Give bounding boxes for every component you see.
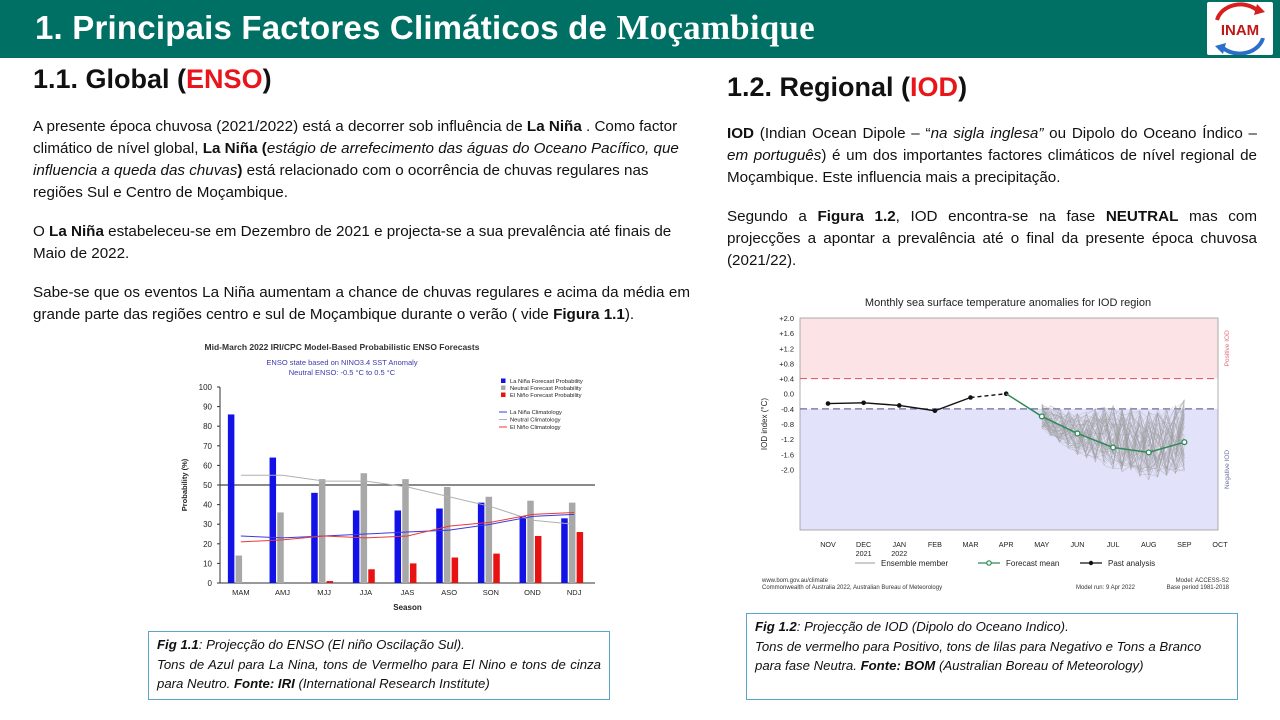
iod-y-tick-label: 0.0 [783, 389, 794, 399]
iod-x-tick-label: JAN [892, 540, 907, 549]
enso-y-tick-label: 70 [203, 441, 212, 451]
enso-legend-swatch [501, 386, 506, 391]
logo-text: INAM [1220, 22, 1260, 39]
iod-positive-zone [800, 318, 1218, 379]
iod-legend-past-marker [1089, 561, 1093, 565]
enso-legend-label: La Niña Forecast Probability [510, 379, 583, 385]
iod-forecast-mean-point [1182, 440, 1187, 445]
iod-y-tick-label: +2.0 [779, 314, 794, 323]
iod-x-tick-year: 2022 [891, 549, 908, 558]
enso-y-tick-label: 90 [203, 402, 212, 412]
enso-bar [444, 487, 451, 583]
enso-legend-label: El Niño Climatology [510, 425, 561, 431]
iod-positive-zone-label: Positive IOD [1224, 330, 1231, 367]
enso-y-tick-label: 10 [203, 559, 212, 569]
enso-x-tick-label: JAS [400, 588, 415, 597]
enso-bar [361, 473, 368, 583]
enso-bar [486, 497, 493, 583]
fig-1-1-caption-line1: Fig 1.1: Projecção do ENSO (El niño Oscilação Sul). [157, 637, 465, 652]
enso-y-tick-label: 20 [203, 539, 212, 549]
global-paragraph-2: O La Niña estabeleceu-se em Dezembro de 2021 e projecta-se a sua prevalência até finais de Maio de 2022. [33, 223, 672, 262]
iod-legend-label: Ensemble member [881, 559, 949, 568]
enso-bar [520, 516, 527, 583]
enso-x-tick-label: AMJ [275, 588, 290, 597]
global-paragraph-3: Sabe-se que os eventos La Niña aumentam a chance de chuvas regulares e acima da média em grande parte das regiões centro e sul de Moçambique durante o verão ( vide Figura 1.1). [33, 284, 690, 323]
iod-past-analysis-point [933, 408, 938, 413]
iod-footer-right: Base period 1981-2018 [1166, 585, 1229, 591]
fig-1-2-caption-line1: Fig 1.2: Projecção de IOD (Dipolo do Oceano Indico). [755, 619, 1069, 634]
enso-bar [228, 414, 235, 583]
iod-y-tick-label: -1.2 [781, 435, 794, 445]
enso-legend-label: Neutral Forecast Probability [510, 386, 582, 392]
enso-bar [410, 563, 417, 583]
global-title-prefix: 1.1. Global ( [33, 64, 187, 94]
fig-1-1-caption-line2: Tons de Azul para La Nina, tons de Vermelho para El Nino e tons de cinza para Neutro. Fonte: IRI (International Research Institute) [157, 656, 601, 691]
enso-bar [353, 510, 360, 583]
iod-chart-title: Monthly sea surface temperature anomalies for IOD region [864, 297, 1152, 309]
iod-footer-right: Model: ACCESS-S2 [1175, 578, 1229, 584]
iod-x-tick-label: APR [998, 540, 1014, 549]
enso-bar [436, 509, 443, 583]
enso-bar [478, 503, 485, 583]
iod-y-axis-label: IOD index (°C) [760, 397, 769, 451]
global-section-title [33, 64, 272, 95]
enso-y-tick-label: 100 [198, 383, 212, 392]
iod-y-tick-label: +0.4 [779, 374, 794, 384]
enso-chart-subtitle: ENSO state based on NINO3.4 SST Anomaly [266, 358, 418, 367]
enso-y-tick-label: 30 [203, 520, 212, 530]
iod-y-tick-label: +1.2 [779, 344, 794, 354]
iod-x-tick-label: SEP [1177, 540, 1192, 549]
iod-y-tick-label: -0.8 [781, 420, 794, 429]
iod-past-analysis-point [826, 401, 831, 406]
iod-forecast-chart [735, 290, 1240, 595]
iod-legend-label: Forecast mean [1006, 559, 1060, 568]
iod-past-analysis-dashed-line [971, 394, 1007, 398]
enso-x-tick-label: SON [482, 588, 499, 597]
enso-bar [270, 458, 277, 583]
enso-chart-title: Mid-March 2022 IRI/CPC Model-Based Probabilistic ENSO Forecasts [204, 342, 480, 352]
iod-x-tick-label: JUL [1106, 540, 1120, 549]
regional-paragraph-1: IOD (Indian Ocean Dipole – “na sigla inglesa” ou Dipolo do Oceano Índico – em português) é um dos importantes factores climáticos de nível regional de Moçambique. Este influencia mais a precipitação. [727, 125, 1258, 186]
enso-bar [527, 501, 534, 583]
fig-1-1-caption [148, 631, 610, 700]
enso-bar [368, 569, 375, 583]
enso-bar [395, 510, 402, 583]
iod-past-analysis-point [897, 403, 902, 408]
regional-section-title [727, 72, 967, 103]
iod-forecast-mean-point [1146, 450, 1151, 455]
enso-legend-swatch [501, 379, 506, 384]
inam-logo-icon [1207, 2, 1273, 55]
enso-bar [277, 512, 284, 583]
page-title-part1: 1. Principais Factores Climáticos de [35, 9, 617, 46]
enso-y-tick-label: 80 [203, 422, 212, 432]
iod-x-tick-label: NOV [820, 540, 836, 549]
enso-bar [319, 479, 326, 583]
iod-forecast-mean-point [1039, 414, 1044, 419]
enso-y-axis-label: Probability (%) [180, 458, 189, 512]
enso-y-tick-label: 0 [207, 579, 212, 588]
enso-bar [577, 532, 584, 583]
enso-y-tick-label: 40 [203, 500, 212, 510]
iod-negative-zone-label: Negative IOD [1224, 449, 1231, 489]
regional-title-prefix: 1.2. Regional ( [727, 72, 911, 102]
iod-x-tick-label: FEB [927, 540, 942, 549]
iod-y-tick-label: -0.4 [781, 404, 794, 414]
enso-x-tick-label: OND [524, 588, 541, 597]
iod-legend-label: Past analysis [1108, 559, 1156, 568]
iod-legend-forecast-marker [987, 561, 991, 565]
iod-footer-left: Commonwealth of Australia 2022, Australian Bureau of Meteorology [762, 585, 943, 591]
enso-bar [535, 536, 542, 583]
fig-1-2-caption-line2: Tons de vermelho para Positivo, tons de lilas para Negativo e Tons a Branco para fase Neutra. Fonte: BOM (Australian Boreau of Meteorology) [755, 638, 1202, 673]
iod-footer-right: Model run: 9 Apr 2022 [1075, 585, 1135, 591]
iod-y-tick-label: -2.0 [781, 465, 794, 475]
enso-legend-label: La Niña Climatology [510, 410, 562, 416]
iod-y-tick-label: -1.6 [781, 450, 794, 460]
iod-x-tick-label: AUG [1140, 540, 1157, 549]
fig-1-2-caption [746, 613, 1238, 700]
enso-bar [452, 558, 459, 583]
enso-forecast-chart [175, 337, 605, 617]
enso-x-tick-label: ASO [441, 588, 458, 597]
page-title-part2: Moçambique [616, 8, 815, 47]
title-bar [0, 0, 1280, 58]
enso-bar [402, 479, 409, 583]
iod-x-tick-label: MAY [1034, 540, 1050, 549]
enso-x-tick-label: NDJ [566, 588, 582, 597]
iod-x-tick-label: MAR [962, 540, 979, 549]
regional-paragraph-2: Segundo a Figura 1.2, IOD encontra-se na fase NEUTRAL mas com projecções a apontar a prevalência até o final da presente época chuvosa (2021/22). [727, 208, 1258, 269]
iod-footer-left: www.bom.gov.au/climate [762, 578, 828, 584]
iod-forecast-mean-point [1111, 445, 1116, 450]
iod-past-analysis-point [861, 401, 866, 406]
enso-bar [311, 493, 318, 583]
global-paragraph-1: A presente época chuvosa (2021/2022) está a decorrer sob influência de La Niña . Como factor climático de nível global, La Niña (estágio de arrefecimento das águas do Oceano Pacífico, que influencia a queda das chuvas) está relacionado com o ocorrência de chuvas regulares nas regiões Sul e Centro de Moçambique. [33, 118, 679, 201]
regional-title-highlight: IOD [910, 72, 959, 102]
enso-bar [493, 554, 500, 583]
iod-x-tick-label: OCT [1212, 540, 1228, 549]
global-title-highlight: ENSO [186, 64, 263, 94]
enso-bar [236, 556, 243, 583]
enso-legend-label: El Niño Forecast Probability [510, 393, 582, 399]
inam-logo [1207, 2, 1273, 55]
iod-x-tick-label: JUN [1070, 540, 1085, 549]
global-title-suffix: ) [262, 64, 272, 94]
enso-bar [561, 518, 568, 583]
enso-x-tick-label: MAM [232, 588, 250, 597]
iod-x-tick-label: DEC [856, 540, 872, 549]
enso-legend-swatch [501, 393, 506, 398]
iod-x-tick-year: 2021 [855, 549, 872, 558]
enso-bar [327, 581, 334, 583]
enso-y-tick-label: 50 [203, 481, 212, 490]
page-title [35, 8, 815, 48]
enso-legend-label: Neutral Climatology [510, 417, 561, 424]
iod-past-analysis-point [968, 395, 973, 400]
regional-title-suffix: ) [958, 72, 968, 102]
iod-forecast-mean-point [1075, 431, 1080, 436]
enso-x-tick-label: JJA [359, 588, 373, 597]
iod-y-tick-label: +1.6 [779, 329, 794, 339]
enso-x-axis-label: Season [393, 603, 422, 612]
enso-y-tick-label: 60 [203, 461, 212, 471]
iod-y-tick-label: +0.8 [779, 359, 794, 369]
enso-chart-subtitle: Neutral ENSO: -0.5 °C to 0.5 °C [288, 368, 396, 377]
enso-x-tick-label: MJJ [317, 588, 332, 597]
